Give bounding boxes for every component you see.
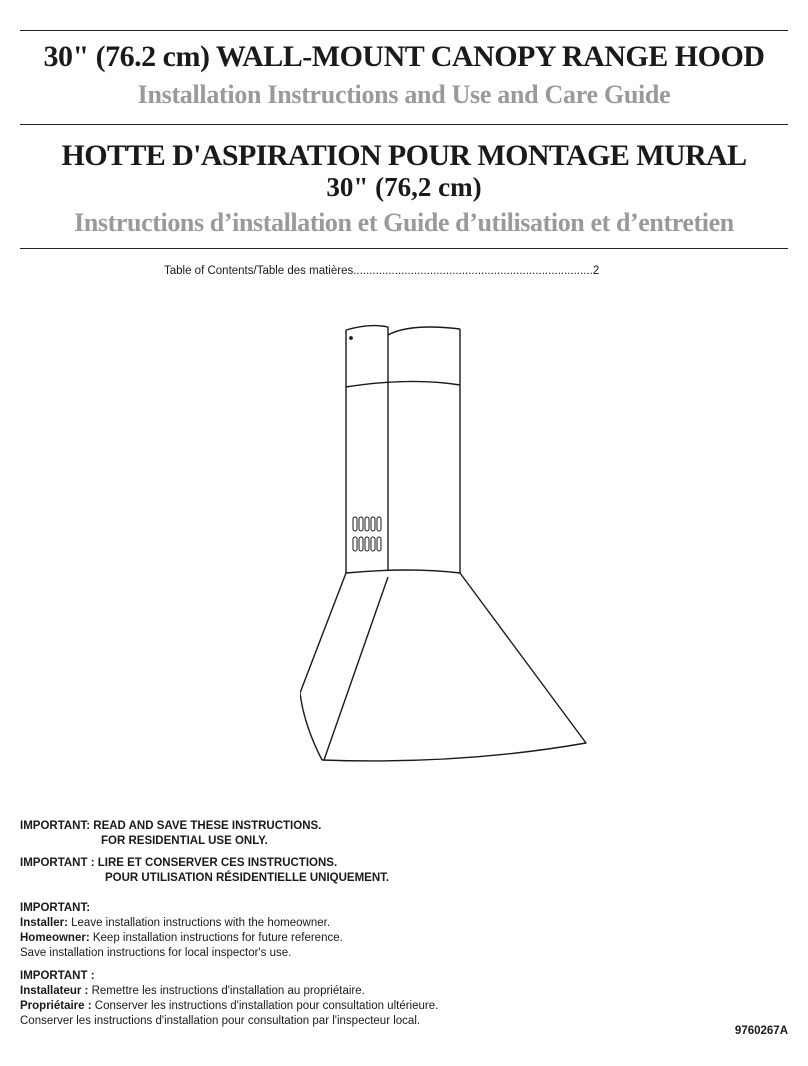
installer-text-fr: Remettre les instructions d'installation au propriétaire. bbox=[91, 985, 365, 997]
subtitle-french: Instructions d’installation et Guide d’utilisation et d’entretien bbox=[74, 208, 734, 237]
installer-label-en: Installer: bbox=[20, 917, 68, 929]
important-label-fr: IMPORTANT : bbox=[20, 857, 95, 869]
important-line2-en: FOR RESIDENTIAL USE ONLY. bbox=[101, 835, 268, 847]
toc-leader: ........................................................................... bbox=[353, 265, 593, 277]
important-line2-fr: POUR UTILISATION RÉSIDENTIELLE UNIQUEMENT. bbox=[105, 872, 390, 884]
subtitle-english: Installation Instructions and Use and Care Guide bbox=[137, 80, 671, 109]
notice-heading-fr: IMPORTANT : bbox=[20, 970, 95, 982]
part-number: 9760267A bbox=[734, 1025, 788, 1037]
installer-notice-french bbox=[20, 969, 438, 1029]
installer-text-en: Leave installation instructions with the homeowner. bbox=[71, 917, 331, 929]
owner-label-fr: Propriétaire : bbox=[20, 1000, 92, 1012]
size-french: 30" (76,2 cm) bbox=[326, 172, 482, 202]
homeowner-label-en: Homeowner: bbox=[20, 932, 90, 944]
notice-heading-en: IMPORTANT: bbox=[20, 902, 91, 914]
owner-text-fr: Conserver les instructions d'installation pour consultation ultérieure. bbox=[94, 1000, 439, 1012]
important-line1-fr: LIRE ET CONSERVER CES INSTRUCTIONS. bbox=[97, 857, 338, 869]
homeowner-text-en: Keep installation instructions for future reference. bbox=[92, 932, 343, 944]
toc-page-number: 2 bbox=[592, 265, 600, 277]
important-line1-en: READ AND SAVE THESE INSTRUCTIONS. bbox=[93, 820, 322, 832]
toc-label: Table of Contents/Table des matières bbox=[164, 265, 354, 277]
installer-notice-english bbox=[20, 901, 343, 961]
title-french: HOTTE D'ASPIRATION POUR MONTAGE MURAL bbox=[61, 139, 747, 172]
range-hood-illustration-icon bbox=[300, 315, 600, 775]
table-of-contents-entry[interactable] bbox=[164, 265, 599, 277]
middle-rule bbox=[20, 124, 788, 125]
inspector-text-fr: Conserver les instructions d'installation pour consultation par l'inspecteur local. bbox=[20, 1015, 421, 1027]
top-rule bbox=[20, 30, 788, 31]
installer-label-fr: Installateur : bbox=[20, 985, 89, 997]
important-label-en: IMPORTANT: bbox=[20, 820, 91, 832]
title-english: 30" (76.2 cm) WALL-MOUNT CANOPY RANGE HOOD bbox=[43, 40, 765, 73]
bottom-rule bbox=[20, 248, 788, 249]
inspector-text-en: Save installation instructions for local inspector's use. bbox=[20, 947, 292, 959]
important-notice-french bbox=[20, 856, 389, 886]
important-notice-english bbox=[20, 819, 321, 849]
